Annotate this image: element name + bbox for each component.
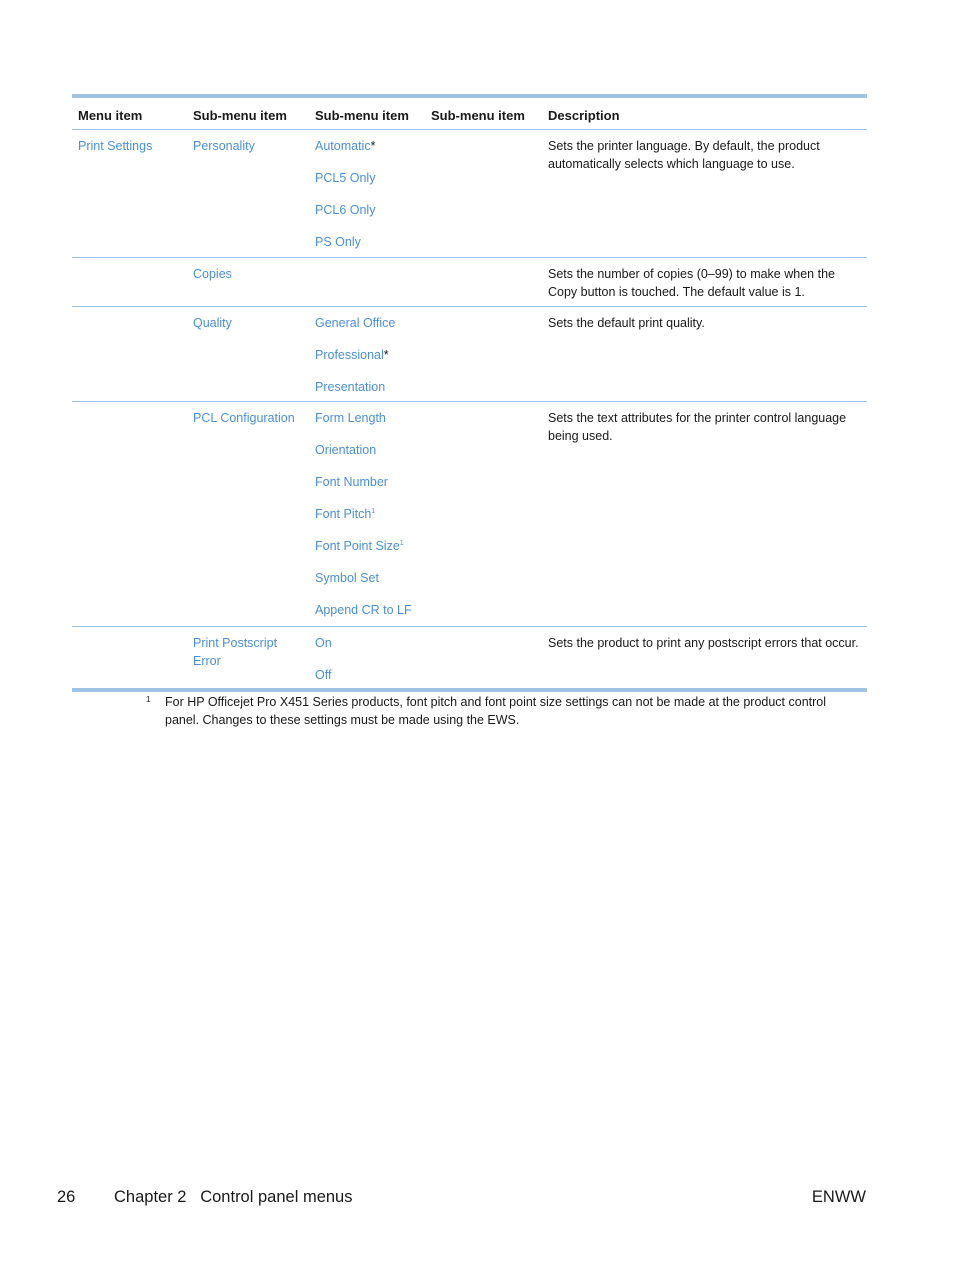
option-link-on[interactable]: On xyxy=(315,636,332,650)
option-link-ps-only[interactable]: PS Only xyxy=(315,235,361,249)
menu-table xyxy=(72,94,867,687)
table-bottom-rule xyxy=(72,688,867,692)
default-marker: * xyxy=(383,348,389,362)
option-link-form-length[interactable]: Form Length xyxy=(315,411,386,425)
default-marker: * xyxy=(370,139,376,153)
description-quality: Sets the default print quality. xyxy=(548,316,705,330)
option-link-automatic[interactable]: Automatic xyxy=(315,139,371,153)
description-copies: Sets the number of copies (0–99) to make when the Copy button is touched. The default value is 1. xyxy=(548,267,835,299)
description-pcl-configuration: Sets the text attributes for the printer control language being used. xyxy=(548,411,847,443)
menu-link-print-settings[interactable]: Print Settings xyxy=(78,139,153,153)
option-link-font-number[interactable]: Font Number xyxy=(315,475,388,489)
footnote-ref: 1 xyxy=(399,539,404,547)
submenu-link-pcl-configuration[interactable]: PCL Configuration xyxy=(193,411,295,425)
footnote xyxy=(146,693,846,729)
option-list xyxy=(315,315,435,411)
option-link-font-pitch[interactable]: Font Pitch xyxy=(315,507,372,521)
header-sub-menu-item-1: Sub-menu item xyxy=(193,108,287,123)
page-number: 26 xyxy=(57,1188,76,1206)
option-link-pcl6-only[interactable]: PCL6 Only xyxy=(315,203,376,217)
footnote-text: For HP Officejet Pro X451 Series products, font pitch and font point size settings can not be made at the product control panel. Changes to these settings must be made using the EWS. xyxy=(165,695,827,727)
option-link-off[interactable]: Off xyxy=(315,668,332,682)
submenu-link-copies[interactable]: Copies xyxy=(193,267,232,281)
submenu-link-personality[interactable]: Personality xyxy=(193,139,255,153)
table-row-copies xyxy=(72,258,867,307)
option-link-font-point-size[interactable]: Font Point Size xyxy=(315,539,400,553)
table-row-print-postscript-error xyxy=(72,627,867,687)
document-code: ENWW xyxy=(811,1188,866,1206)
option-link-general-office[interactable]: General Office xyxy=(315,316,396,330)
table-row-pcl-configuration xyxy=(72,402,867,627)
description-personality: Sets the printer language. By default, the product automatically selects which language to use. xyxy=(548,139,820,171)
option-link-presentation[interactable]: Presentation xyxy=(315,380,386,394)
header-menu-item: Menu item xyxy=(78,108,143,123)
table-row-quality xyxy=(72,307,867,402)
description-print-postscript-error: Sets the product to print any postscript errors that occur. xyxy=(548,636,859,650)
submenu-link-quality[interactable]: Quality xyxy=(193,316,232,330)
option-list xyxy=(315,410,435,634)
header-sub-menu-item-2: Sub-menu item xyxy=(315,108,409,123)
footnote-ref: 1 xyxy=(371,507,376,515)
table-header xyxy=(72,98,867,130)
option-link-professional[interactable]: Professional xyxy=(315,348,384,362)
option-link-pcl5-only[interactable]: PCL5 Only xyxy=(315,171,376,185)
option-link-symbol-set[interactable]: Symbol Set xyxy=(315,571,379,585)
option-link-append-cr-to-lf[interactable]: Append CR to LF xyxy=(315,603,412,617)
table-row-personality xyxy=(72,130,867,258)
option-link-orientation[interactable]: Orientation xyxy=(315,443,377,457)
header-sub-menu-item-3: Sub-menu item xyxy=(431,108,525,123)
header-description: Description xyxy=(548,108,620,123)
option-list xyxy=(315,138,435,266)
submenu-link-print-postscript-error[interactable]: Print Postscript Error xyxy=(193,636,278,668)
footnote-mark: 1 xyxy=(146,695,151,704)
chapter-title: Chapter 2 Control panel menus xyxy=(114,1188,353,1206)
